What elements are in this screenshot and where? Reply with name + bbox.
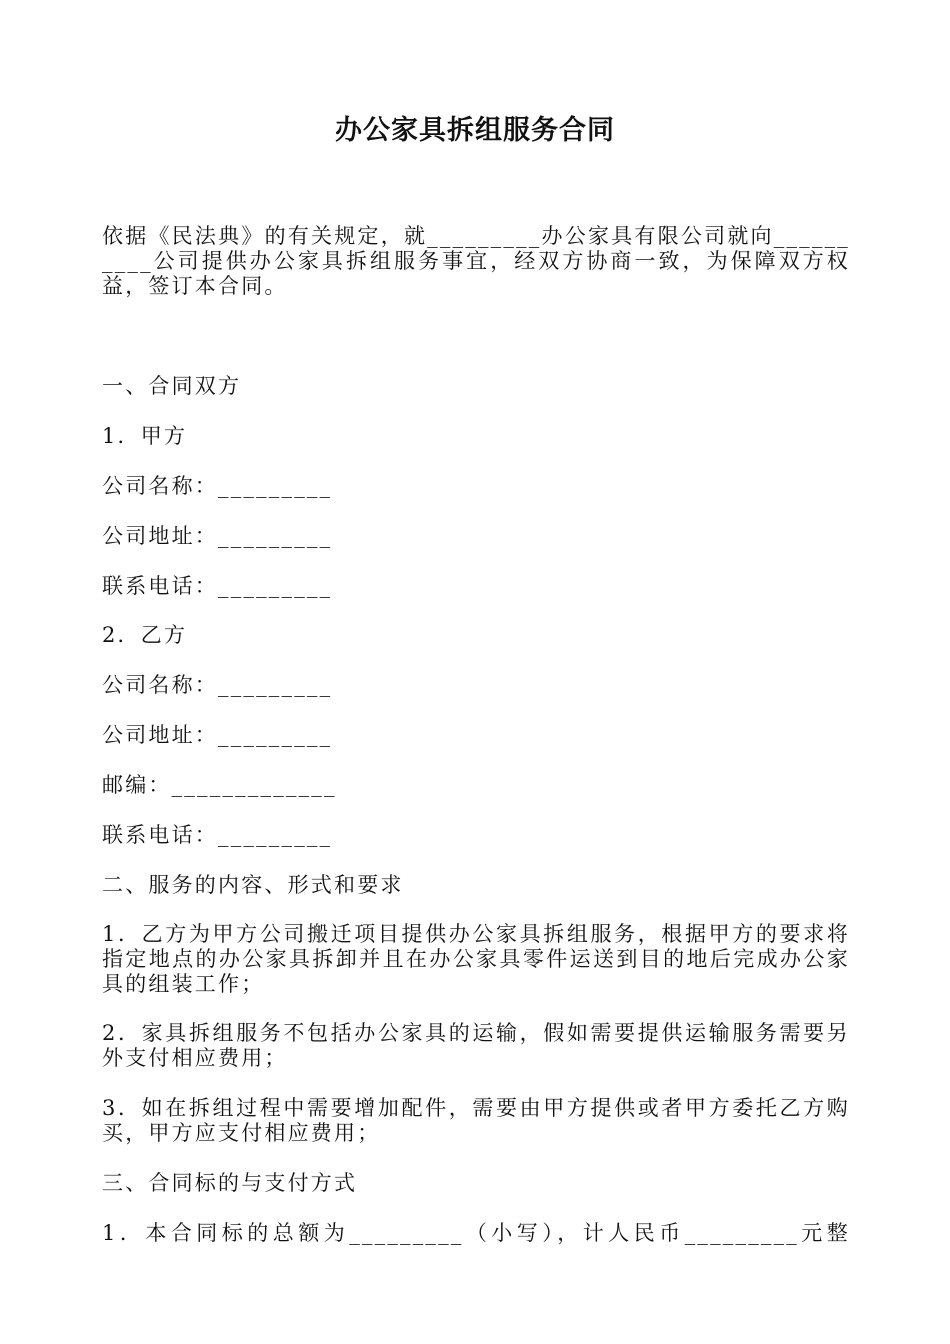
intro-paragraph: 依据《民法典》的有关规定，就_________办公家具有限公司就向__________公司提供办公家具拆组服务事宜，经双方协商一致，为保障双方权益，签订本合同。 [102, 224, 850, 298]
party-a-phone: 联系电话：_________ [102, 574, 333, 598]
service-item-1: 1．乙方为甲方公司搬迁项目提供办公家具拆组服务，根据甲方的要求将指定地点的办公家具拆卸并且在办公家具零件运送到目的地后完成办公家具的组装工作； [102, 922, 850, 996]
party-b-heading: 2．乙方 [102, 623, 188, 647]
payment-item-1: 1．本合同标的总额为_________（小写），计人民币_________元整 [102, 1221, 850, 1245]
party-b-company-address: 公司地址：_________ [102, 723, 333, 747]
section-heading-service: 二、服务的内容、形式和要求 [102, 873, 404, 897]
party-b-company-name: 公司名称：_________ [102, 673, 333, 697]
party-b-phone: 联系电话：_________ [102, 823, 333, 847]
service-item-3: 3．如在拆组过程中需要增加配件，需要由甲方提供或者甲方委托乙方购买，甲方应支付相应费用； [102, 1096, 850, 1145]
section-heading-payment: 三、合同标的与支付方式 [102, 1171, 358, 1195]
party-b-postcode: 邮编：_____________ [102, 773, 337, 797]
document-title: 办公家具拆组服务合同 [335, 115, 615, 146]
section-heading-parties: 一、合同双方 [102, 374, 242, 398]
party-a-heading: 1．甲方 [102, 424, 188, 448]
party-a-company-name: 公司名称：_________ [102, 474, 333, 498]
service-item-2: 2．家具拆组服务不包括办公家具的运输，假如需要提供运输服务需要另外支付相应费用； [102, 1021, 850, 1070]
party-a-company-address: 公司地址：_________ [102, 524, 333, 548]
